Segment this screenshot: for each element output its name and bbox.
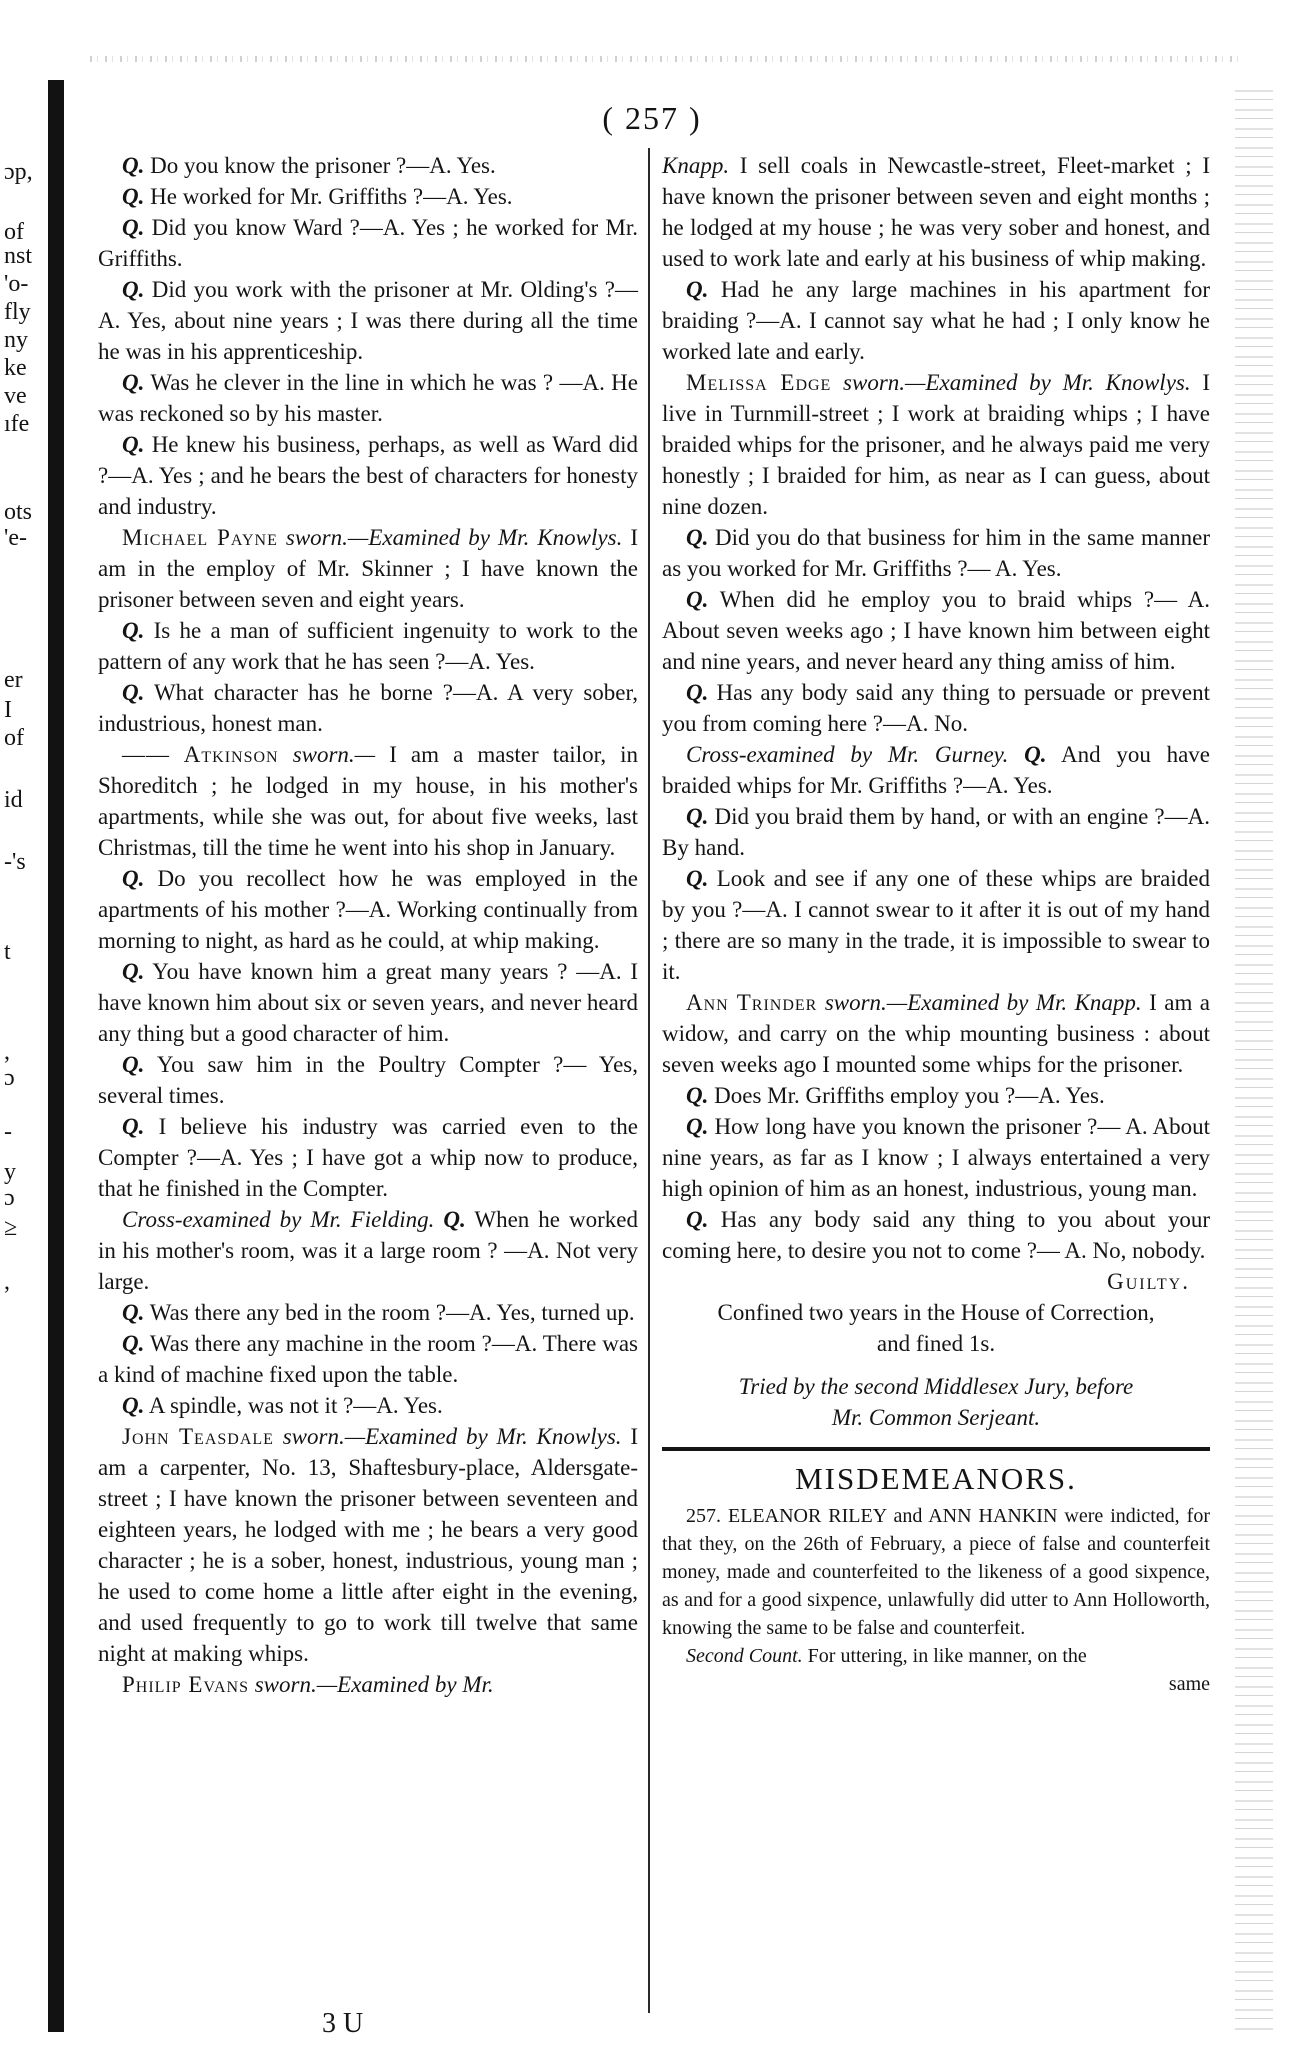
testimony-paragraph <box>98 150 638 181</box>
testimony-text: Does Mr. Griffiths employ you ?—A. Yes. <box>714 1083 1105 1108</box>
testimony-paragraph <box>98 1049 638 1111</box>
testimony-paragraph <box>662 677 1210 739</box>
margin-fragment: ɔp, <box>4 159 33 185</box>
testimony-paragraph <box>662 739 1210 801</box>
testimony-paragraph <box>662 367 1210 522</box>
testimony-paragraph <box>98 956 638 1049</box>
question-mark-label: Q. <box>122 618 145 643</box>
testimony-text: Was he clever in the line in which he was ? —A. He was reckoned so by his master. <box>98 370 638 426</box>
margin-fragment: 'o- <box>4 271 29 297</box>
testimony-text: I am a master tailor, in Shoreditch ; he lodged in my house, in his mother's apartments, while she was out, for about five weeks, last Christmas, till the time he went into his shop in January. <box>98 742 639 860</box>
question-mark-label: Q. <box>122 1114 145 1139</box>
witness-name: Philip Evans <box>122 1672 249 1697</box>
sworn-note: sworn.—Examined by Mr. Knowlys. <box>285 525 623 550</box>
testimony-text: I am a carpenter, No. 13, Shaftesbury-place, Aldersgate-street ; I have known the prisoner between seventeen and eighteen years, he lodged with me ; he bears a very good character ; he is a sober, honest, industrious, young man ; he used to come home a little after eight in the evening, and used frequently to go to work till twelve that same night at making whips. <box>98 1424 638 1666</box>
question-mark-label: Q. <box>122 432 145 457</box>
margin-fragment: er <box>4 667 23 693</box>
testimony-text: I live in Turnmill-street ; I work at braiding whips ; I have braided whips for the prisoner, and he always paid me very honestly ; I braided for him, as near as I can guess, about nine dozen. <box>662 370 1210 519</box>
right-column <box>662 150 1210 1698</box>
testimony-paragraph <box>98 1390 638 1421</box>
testimony-paragraph <box>662 274 1210 367</box>
margin-fragment: , <box>4 1039 10 1065</box>
question-mark-label: Q. <box>443 1207 466 1232</box>
witness-name: Melissa Edge <box>686 370 832 395</box>
testimony-paragraph <box>98 212 638 274</box>
margin-fragment: I <box>4 697 12 723</box>
signature-mark: 3 U <box>322 2008 364 2039</box>
margin-fragment: ≥ <box>4 1215 18 1241</box>
section-heading: MISDEMEANORS. <box>795 1461 1077 1496</box>
margin-fragment: t <box>4 939 11 965</box>
testimony-paragraph <box>662 522 1210 584</box>
testimony-text: I am a widow, and carry on the whip mounting business : about seven weeks ago I mounted some whips for the prisoner. <box>662 990 1211 1077</box>
second-count-paragraph <box>662 1642 1210 1670</box>
testimony-paragraph <box>98 1111 638 1204</box>
testimony-paragraph <box>98 615 638 677</box>
sworn-note: sworn.—Examined by Mr. Knapp. <box>824 990 1142 1015</box>
scan-top-noise <box>90 56 1244 62</box>
witness-name: Michael Payne <box>122 525 278 550</box>
question-mark-label: Q. <box>686 1083 709 1108</box>
testimony-paragraph <box>662 150 1210 274</box>
question-mark-label: Q. <box>686 680 709 705</box>
testimony-paragraph <box>98 429 638 522</box>
sentence-line-1: Confined two years in the House of Correction, <box>717 1300 1155 1325</box>
sworn-note: sworn.— <box>292 742 376 767</box>
testimony-text: Has any body said any thing to persuade or prevent you from coming here ?—A. No. <box>662 680 1210 736</box>
sentence-line-2: and fined 1s. <box>876 1331 996 1356</box>
question-mark-label: Q. <box>122 680 145 705</box>
second-count-label: Second Count. <box>686 1645 803 1667</box>
margin-fragment: -'s <box>4 849 26 875</box>
margin-fragment: ɔ <box>4 1065 15 1091</box>
misdemeanor-paragraph: 257. ELEANOR RILEY and ANN HANKIN were indicted, for that they, on the 26th of February, a piece of false and counterfeit money, made and counterfeited to the likeness of a good sixpence, as and for a good sixpence, unlawfully did utter to Ann Holloworth, knowing the same to be false and counterfeit. <box>662 1505 1210 1639</box>
testimony-text: You have known him a great many years ? —A. I have known him about six or seven years, and never heard any thing but a good character of him. <box>98 959 638 1046</box>
question-mark-label: Q. <box>122 184 145 209</box>
scan-right-edge-noise <box>1235 90 1273 2030</box>
testimony-paragraph <box>98 739 638 863</box>
page-number: ( 257 ) <box>602 100 702 136</box>
question-mark-label: Q. <box>122 1393 145 1418</box>
testimony-text: I sell coals in Newcastle-street, Fleet-market ; I have known the prisoner between seven and eight months ; he lodged at my house ; he was very sober and honest, and used to work late and early at his business of whip making. <box>662 153 1210 271</box>
question-mark-label: Q. <box>686 804 709 829</box>
sworn-note: sworn.—Examined by Mr. <box>254 1672 494 1697</box>
margin-fragment: ve <box>4 383 27 409</box>
witness-name: Ann Trinder <box>686 990 818 1015</box>
testimony-paragraph <box>98 181 638 212</box>
margin-fragment: of <box>4 219 24 245</box>
testimony-paragraph <box>662 584 1210 677</box>
cross-examination-note: Cross-examined by Mr. Gurney. <box>686 742 1009 767</box>
testimony-text: Look and see if any one of these whips are braided by you ?—A. I cannot swear to it after it is out of my hand ; there are so many in the trade, it is impossible to swear to it. <box>662 866 1210 984</box>
question-mark-label: Q. <box>686 587 709 612</box>
testimony-paragraph <box>662 801 1210 863</box>
scan-edge-shadow <box>48 80 64 2032</box>
catchword: same <box>1168 1673 1210 1695</box>
testimony-text: Was there any bed in the room ?—A. Yes, turned up. <box>149 1300 635 1325</box>
testimony-text: What character has he borne ?—A. A very sober, industrious, honest man. <box>98 680 638 736</box>
question-mark-label: Q. <box>122 370 145 395</box>
testimony-paragraph <box>662 1080 1210 1111</box>
verdict: Guilty. <box>1107 1269 1190 1294</box>
testimony-paragraph <box>662 1204 1210 1266</box>
testimony-text: Did you do that business for him in the same manner as you worked for Mr. Griffiths ?— A. Yes. <box>662 525 1210 581</box>
testimony-text: You saw him in the Poultry Compter ?— Yes, several times. <box>98 1052 638 1108</box>
second-count-text: For uttering, in like manner, on the <box>807 1645 1087 1667</box>
margin-fragment: fly <box>4 299 31 325</box>
question-mark-label: Q. <box>686 1207 709 1232</box>
left-column <box>98 150 638 1700</box>
testimony-paragraph <box>98 1297 638 1328</box>
question-mark-label: Q. <box>122 1300 145 1325</box>
testimony-paragraph <box>98 1669 638 1700</box>
testimony-text: Do you know the prisoner ?—A. Yes. <box>150 153 496 178</box>
margin-fragment: nst <box>4 243 33 269</box>
testimony-text: I believe his industry was carried even to the Compter ?—A. Yes ; I have got a whip now to produce, that he finished in the Compter. <box>98 1114 639 1201</box>
margin-fragment: , <box>4 1269 10 1295</box>
question-mark-label: Q. <box>122 215 145 240</box>
testimony-text: I am in the employ of Mr. Skinner ; I have known the prisoner between seven and eight years. <box>98 525 639 612</box>
margin-fragment: of <box>4 725 24 751</box>
question-mark-label: Q. <box>122 959 145 984</box>
margin-fragment: - <box>4 1119 12 1145</box>
testimony-text: Was there any machine in the room ?—A. There was a kind of machine fixed upon the table. <box>98 1331 638 1387</box>
margin-fragment: ots <box>4 499 33 525</box>
question-mark-label: Q. <box>686 277 709 302</box>
testimony-text: Is he a man of sufficient ingenuity to work to the pattern of any work that he has seen ?—A. Yes. <box>98 618 638 674</box>
margin-fragment: id <box>4 787 23 813</box>
question-mark-label: Q. <box>122 866 145 891</box>
testimony-text: Had he any large machines in his apartment for braiding ?—A. I cannot say what he had ; I only know he worked late and early. <box>662 277 1210 364</box>
sworn-note: sworn.—Examined by Mr. Knowlys. <box>282 1424 622 1449</box>
testimony-paragraph <box>98 367 638 429</box>
testimony-text: He worked for Mr. Griffiths ?—A. Yes. <box>150 184 513 209</box>
question-mark-label: Q. <box>122 1331 145 1356</box>
witness-name: —— Atkinson <box>122 742 279 767</box>
testimony-text: A spindle, was not it ?—A. Yes. <box>148 1393 443 1418</box>
testimony-paragraph <box>662 1111 1210 1204</box>
testimony-paragraph <box>98 863 638 956</box>
question-mark-label: Q. <box>1024 742 1047 767</box>
testimony-paragraph <box>662 987 1210 1080</box>
question-mark-label: Q. <box>122 277 145 302</box>
cross-examination-note: Cross-examined by Mr. Fielding. <box>122 1207 435 1232</box>
margin-fragment: 'e- <box>4 525 27 551</box>
question-mark-label: Q. <box>122 1052 145 1077</box>
witness-name: John Teasdale <box>122 1424 274 1449</box>
margin-fragment: ke <box>4 355 27 381</box>
sworn-note: sworn.—Examined by Mr. Knowlys. <box>843 370 1191 395</box>
testimony-text: Has any body said any thing to you about your coming here, to desire you not to come ?— A. No, nobody. <box>662 1207 1211 1263</box>
testimony-text: Did you know Ward ?—A. Yes ; he worked for Mr. Griffiths. <box>98 215 638 271</box>
margin-fragment: ɔ <box>4 1185 15 1211</box>
question-mark-label: Q. <box>686 1114 709 1139</box>
margin-fragment: ıfe <box>4 411 30 437</box>
testimony-paragraph <box>98 274 638 367</box>
tried-line-2: Mr. Common Serjeant. <box>831 1405 1041 1430</box>
section-rule <box>662 1447 1210 1457</box>
testimony-paragraph <box>662 863 1210 987</box>
testimony-text: And you have braided whips for Mr. Griffiths ?—A. Yes. <box>662 742 1210 798</box>
testimony-text: When he worked in his mother's room, was it a large room ? —A. Not very large. <box>98 1207 639 1294</box>
tried-line-1: Tried by the second Middlesex Jury, before <box>738 1374 1134 1399</box>
testimony-paragraph <box>98 677 638 739</box>
question-mark-label: Q. <box>686 866 709 891</box>
testimony-paragraph <box>98 1204 638 1297</box>
testimony-text: He knew his business, perhaps, as well as Ward did ?—A. Yes ; and he bears the best of characters for honesty and industry. <box>98 432 638 519</box>
testimony-paragraph <box>98 1421 638 1669</box>
column-divider <box>648 148 650 2013</box>
testimony-text: Did you work with the prisoner at Mr. Olding's ?—A. Yes, about nine years ; I was there during all the time he was in his apprenticeship. <box>98 277 639 364</box>
testimony-text: Do you recollect how he was employed in the apartments of his mother ?—A. Working continually from morning to night, as hard as he could, at whip making. <box>98 866 639 953</box>
question-mark-label: Q. <box>686 525 709 550</box>
testimony-text: Did you braid them by hand, or with an engine ?—A. By hand. <box>662 804 1211 860</box>
right-column-testimony <box>662 150 1210 1266</box>
examiner-name: Knapp. <box>662 153 730 178</box>
margin-fragment: y <box>4 1159 16 1185</box>
testimony-text: When did he employ you to braid whips ?— A. About seven weeks ago ; I have known him between eight and nine years, and never heard any thing amiss of him. <box>662 587 1210 674</box>
testimony-paragraph <box>98 522 638 615</box>
margin-fragment: ny <box>4 327 28 353</box>
testimony-paragraph <box>98 1328 638 1390</box>
testimony-text: How long have you known the prisoner ?— A. About nine years, as far as I know ; I always entertained a very high opinion of him as an honest, industrious, young man. <box>662 1114 1211 1201</box>
question-mark-label: Q. <box>122 153 145 178</box>
